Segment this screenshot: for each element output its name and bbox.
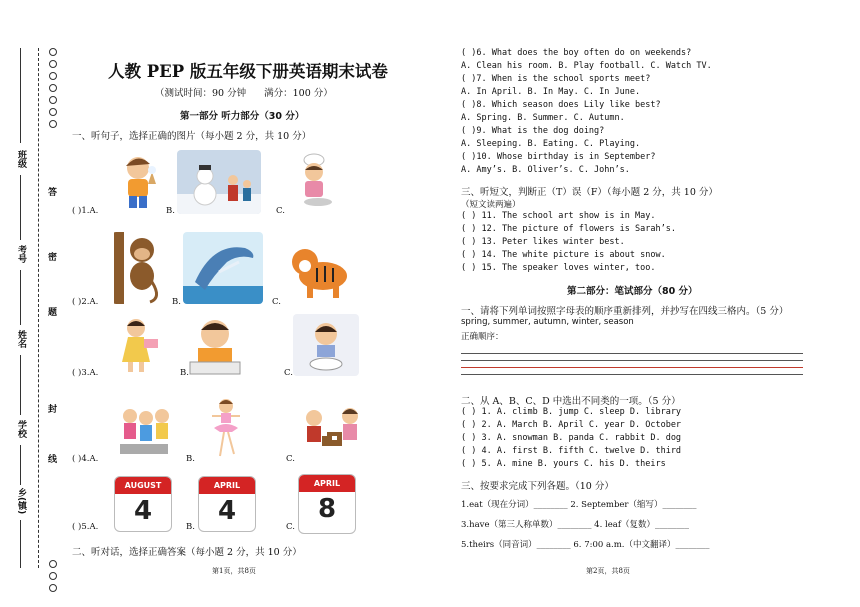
- section1-answer-label: 正确顺序：: [461, 332, 504, 342]
- school-label: 学校: [16, 420, 26, 438]
- full-marks: 满分：100 分）: [264, 88, 333, 99]
- section1-words: spring, summer, autumn, winter, season: [461, 317, 634, 327]
- monkey-picture: [112, 232, 162, 304]
- q3-label: ( )3.A.: [72, 368, 99, 378]
- writing-section2: 二、从 A、B、C、D 中选出不同类的一项。（5 分）: [461, 396, 681, 407]
- section3-note: （短文读两遍）: [461, 200, 521, 210]
- listening-section1: 一、听句子，选择正确的图片（每小题 2 分，共 10 分）: [72, 131, 312, 142]
- q1-label: ( )1.A.: [72, 206, 99, 216]
- page-footer-left: 第1页，共8页: [212, 567, 256, 575]
- binding-holes-bottom: [49, 560, 57, 596]
- calendar-april-8: [298, 474, 356, 534]
- seal-char-3: 题: [48, 303, 57, 320]
- seal-char-4: 封: [48, 400, 57, 417]
- binding-dashed-line: [38, 48, 39, 568]
- q2-label: ( )2.A.: [72, 297, 99, 307]
- q9-options: A. Sleeping. B. Eating. C. Playing.: [461, 139, 641, 149]
- odd-item-2: ( ) 2. A. March B. April C. year D. October: [461, 420, 682, 430]
- part2-heading: 第二部分：笔试部分（80 分）: [567, 286, 698, 297]
- q10-question: ( )10. Whose birthday is in September?: [461, 152, 656, 162]
- q3-b-label: B.: [180, 368, 189, 378]
- odd-item-4: ( ) 4. A. first B. fifth C. twelve D. third: [461, 446, 682, 456]
- req-row-2: 3.have（第三人称单数）________ 4. leaf（复数）________: [461, 520, 689, 530]
- kids-singing-picture: [116, 400, 172, 462]
- exam-subtitle: [155, 85, 351, 99]
- listening-section3: 三、听短文，判断正（T）误（F）（每小题 2 分，共 10 分）: [461, 187, 718, 198]
- q4-label: ( )4.A.: [72, 454, 99, 464]
- writing-section3: 三、按要求完成下列各题。（10 分）: [461, 481, 614, 492]
- tf-item-14: ( ) 14. The white picture is about snow.: [461, 250, 666, 260]
- listening-section2: 二、听对话，选择正确答案（每小题 2 分，共 10 分）: [72, 547, 302, 558]
- q4-c-label: C.: [286, 454, 295, 464]
- exam-title: 人教 PEP 版五年级下册英语期末试卷: [108, 62, 388, 81]
- req-row-1: 1.eat（现在分词）________ 2. September（缩写）________: [461, 500, 697, 510]
- girl-cooking-picture: [292, 150, 338, 214]
- calendar-month: AUGUST: [115, 477, 171, 494]
- q2-b-label: B.: [172, 297, 181, 307]
- calendar-day: 8: [317, 494, 337, 524]
- odd-item-3: ( ) 3. A. snowman B. panda C. rabbit D. dog: [461, 433, 682, 443]
- seal-char-2: 密: [48, 248, 57, 265]
- q8-options: A. Spring. B. Summer. C. Autumn.: [461, 113, 625, 123]
- boy-drawing-picture: [186, 314, 244, 376]
- q5-c-label: C.: [286, 522, 295, 532]
- seal-char-1: 答: [48, 183, 57, 200]
- q9-question: ( )9. What is the dog doing?: [461, 126, 605, 136]
- town-label: 乡(镇): [16, 488, 26, 515]
- tf-item-11: ( ) 11. The school art show is in May.: [461, 211, 656, 221]
- odd-item-1: ( ) 1. A. climb B. jump C. sleep D. library: [461, 407, 682, 417]
- q10-options: A. Amy’s. B. Oliver’s. C. John’s.: [461, 165, 630, 175]
- class-label: 班级: [16, 150, 26, 168]
- tf-item-12: ( ) 12. The picture of flowers is Sarah’s.: [461, 224, 676, 234]
- q6-options: A. Clean his room. B. Play football. C. Watch TV.: [461, 61, 712, 71]
- q7-question: ( )7. When is the school sports meet?: [461, 74, 651, 84]
- q2-c-label: C.: [272, 297, 281, 307]
- q3-c-label: C.: [284, 368, 293, 378]
- girl-eating-dumplings-picture: [293, 314, 359, 376]
- q1-c-label: C.: [276, 206, 285, 216]
- q4-b-label: B.: [186, 454, 195, 464]
- calendar-april-4: [198, 476, 256, 532]
- calendar-august-4: [114, 476, 172, 532]
- boy-eating-icecream-picture: [116, 150, 162, 214]
- tf-item-15: ( ) 15. The speaker loves winter, too.: [461, 263, 656, 273]
- seal-char-5: 线: [48, 450, 57, 467]
- q6-question: ( )6. What does the boy often do on weekends?: [461, 48, 692, 58]
- req-row-3: 5.theirs（同音词）________ 6. 7:00 a.m.（中文翻译）________: [461, 540, 710, 550]
- tf-item-13: ( ) 13. Peter likes winter best.: [461, 237, 625, 247]
- kids-snowman-picture: [177, 150, 261, 214]
- name-label: 姓名: [16, 330, 26, 348]
- part1-heading: 第一部分 听力部分（30 分）: [180, 111, 305, 122]
- page-footer-right: 第2页，共8页: [586, 567, 630, 575]
- q5-b-label: B.: [186, 522, 195, 532]
- calendar-day: 4: [133, 496, 153, 526]
- tiger-picture: [283, 232, 355, 304]
- q5-label: ( )5.A.: [72, 522, 99, 532]
- exam-no-label: 考号: [16, 245, 26, 263]
- odd-item-5: ( ) 5. A. mine B. yours C. his D. theirs: [461, 459, 666, 469]
- dolphin-picture: [183, 232, 263, 304]
- girl-with-cake-picture: [116, 314, 162, 374]
- binding-holes: [49, 48, 57, 132]
- calendar-day: 4: [217, 496, 237, 526]
- test-time: （测试时间：90 分钟: [155, 88, 247, 99]
- calendar-month: APRIL: [299, 475, 355, 492]
- girl-dancing-picture: [206, 394, 246, 464]
- q8-question: ( )8. Which season does Lily like best?: [461, 100, 661, 110]
- q1-b-label: B.: [166, 206, 175, 216]
- kids-playing-chess-picture: [300, 400, 364, 462]
- calendar-month: APRIL: [199, 477, 255, 494]
- writing-section1: 一、请将下列单词按照字母表的顺序重新排列，并抄写在四线三格内。（5 分）: [461, 306, 789, 317]
- q7-options: A. In April. B. In May. C. In June.: [461, 87, 641, 97]
